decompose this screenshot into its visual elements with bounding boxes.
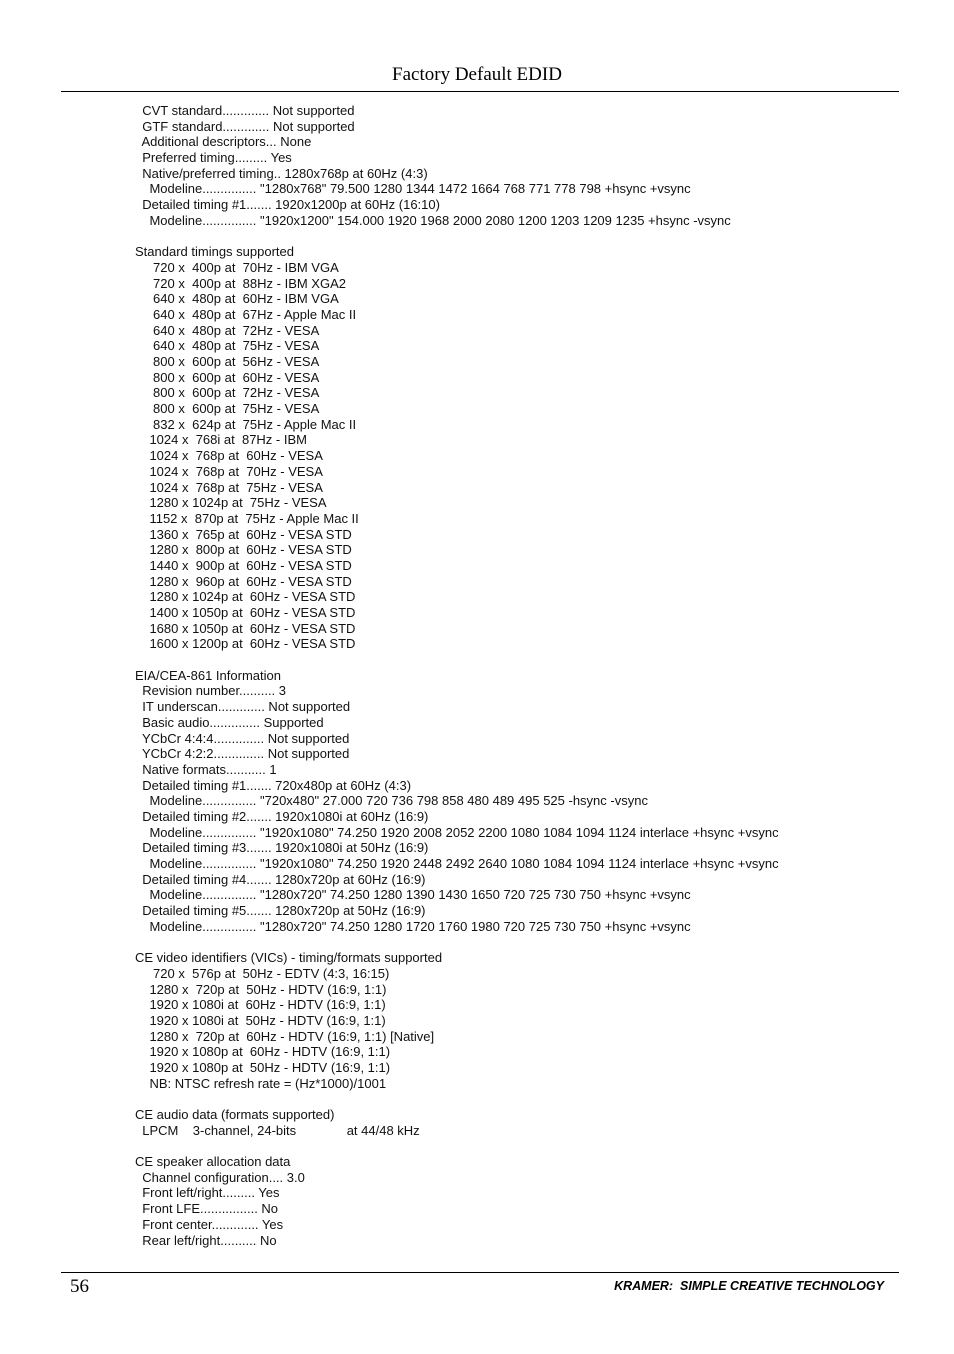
listing-line: Front left/right......... Yes: [135, 1185, 280, 1201]
listing-line: Detailed timing #5....... 1280x720p at 50Hz (16:9): [135, 903, 426, 919]
listing-line: Modeline............... "1280x768" 79.500 1280 1344 1472 1664 768 771 778 798 +hsync +vsync: [135, 181, 691, 197]
listing-line: Detailed timing #3....... 1920x1080i at 50Hz (16:9): [135, 840, 429, 856]
listing-line: 1280 x 960p at 60Hz - VESA STD: [135, 573, 352, 589]
listing-line: Detailed timing #4....... 1280x720p at 60Hz (16:9): [135, 871, 426, 887]
page-header-title: Factory Default EDID: [392, 64, 562, 85]
listing-line: 720 x 400p at 70Hz - IBM VGA: [135, 259, 339, 275]
listing-line: Standard timings supported: [135, 244, 294, 260]
listing-line: 1280 x 800p at 60Hz - VESA STD: [135, 542, 352, 558]
blank-line: [135, 1091, 779, 1107]
footer-brand: KRAMER: SIMPLE CREATIVE TECHNOLOGY: [614, 1279, 884, 1293]
listing-line: Native formats........... 1: [135, 761, 277, 777]
listing-line: 720 x 400p at 88Hz - IBM XGA2: [135, 275, 346, 291]
listing-line: YCbCr 4:2:2.............. Not supported: [135, 746, 350, 762]
listing-line: 1280 x 720p at 60Hz - HDTV (16:9, 1:1) [Native]: [135, 1028, 435, 1044]
listing-line: LPCM 3-channel, 24-bits at 44/48 kHz: [135, 1122, 420, 1138]
page-number: 56: [70, 1276, 89, 1297]
listing-line: 832 x 624p at 75Hz - Apple Mac II: [135, 416, 357, 432]
listing-line: 800 x 600p at 60Hz - VESA: [135, 369, 320, 385]
listing-line: 1920 x 1080i at 60Hz - HDTV (16:9, 1:1): [135, 997, 386, 1013]
listing-line: CE video identifiers (VICs) - timing/formats supported: [135, 950, 443, 966]
listing-line: 1400 x 1050p at 60Hz - VESA STD: [135, 605, 356, 620]
header-divider: [61, 91, 899, 92]
listing-line: 1024 x 768p at 75Hz - VESA: [135, 479, 323, 495]
listing-line: Rear left/right.......... No: [135, 1232, 277, 1248]
listing-line: Modeline............... "1920x1200" 154.000 1920 1968 2000 2080 1200 1203 1209 1235 +hsync -vsync: [135, 212, 731, 228]
listing-line: 720 x 576p at 50Hz - EDTV (4:3, 16:15): [135, 965, 390, 981]
listing-line: 1024 x 768i at 87Hz - IBM: [135, 432, 307, 448]
listing-line: 800 x 600p at 75Hz - VESA: [135, 401, 320, 417]
listing-line: 1920 x 1080p at 50Hz - HDTV (16:9, 1:1): [135, 1059, 391, 1075]
blank-line: [135, 652, 779, 668]
listing-line: Revision number.......... 3: [135, 683, 287, 699]
listing-line: 1440 x 900p at 60Hz - VESA STD: [135, 557, 352, 573]
listing-line: 640 x 480p at 72Hz - VESA: [135, 322, 320, 338]
listing-line: Additional descriptors... None: [135, 134, 312, 150]
blank-line: [135, 934, 779, 950]
listing-line: 1280 x 1024p at 60Hz - VESA STD: [135, 589, 356, 605]
listing-line: EIA/CEA-861 Information: [135, 667, 281, 683]
listing-line: 1152 x 870p at 75Hz - Apple Mac II: [135, 510, 359, 526]
listing-line: Preferred timing......... Yes: [135, 150, 292, 166]
listing-line: Detailed timing #1....... 1920x1200p at 60Hz (16:10): [135, 197, 440, 213]
listing-line: GTF standard............. Not supported: [135, 118, 355, 134]
listing-line: NB: NTSC refresh rate = (Hz*1000)/1001: [135, 1075, 387, 1091]
listing-line: Modeline............... "1920x1080" 74.250 1920 2448 2492 2640 1080 1084 1094 1124 interlace +hsync +vsync: [135, 856, 779, 871]
listing-line: Native/preferred timing.. 1280x768p at 60Hz (4:3): [135, 165, 428, 181]
listing-line: 1920 x 1080i at 50Hz - HDTV (16:9, 1:1): [135, 1012, 386, 1028]
listing-line: 1024 x 768p at 60Hz - VESA: [135, 448, 323, 464]
listing-line: Detailed timing #2....... 1920x1080i at 60Hz (16:9): [135, 808, 429, 824]
listing-line: Basic audio.............. Supported: [135, 714, 324, 730]
listing-line: 640 x 480p at 67Hz - Apple Mac II: [135, 306, 357, 322]
listing-line: CE audio data (formats supported): [135, 1107, 335, 1122]
listing-line: YCbCr 4:4:4.............. Not supported: [135, 730, 350, 746]
listing-line: Front LFE................ No: [135, 1201, 279, 1217]
listing-line: CVT standard............. Not supported: [135, 103, 355, 118]
listing-line: Modeline............... "1920x1080" 74.250 1920 2008 2052 2200 1080 1084 1094 1124 interlace +hsync +vsync: [135, 824, 779, 840]
blank-line: [135, 229, 779, 245]
listing-line: 1280 x 1024p at 75Hz - VESA: [135, 495, 327, 511]
listing-line: 1680 x 1050p at 60Hz - VESA STD: [135, 620, 356, 636]
listing-line: 1280 x 720p at 50Hz - HDTV (16:9, 1:1): [135, 981, 387, 997]
blank-line: [135, 1138, 779, 1154]
edid-listing: [135, 103, 779, 1248]
listing-line: IT underscan............. Not supported: [135, 699, 351, 715]
listing-line: 1920 x 1080p at 60Hz - HDTV (16:9, 1:1): [135, 1044, 391, 1060]
listing-line: CE speaker allocation data: [135, 1154, 291, 1170]
listing-line: 640 x 480p at 60Hz - IBM VGA: [135, 291, 339, 307]
listing-line: Channel configuration.... 3.0: [135, 1169, 305, 1185]
listing-line: 1024 x 768p at 70Hz - VESA: [135, 463, 323, 479]
listing-line: 1360 x 765p at 60Hz - VESA STD: [135, 526, 352, 542]
listing-line: Modeline............... "720x480" 27.000 720 736 798 858 480 489 495 525 -hsync -vsync: [135, 793, 648, 809]
listing-line: Front center............. Yes: [135, 1216, 284, 1232]
listing-line: Detailed timing #1....... 720x480p at 60Hz (4:3): [135, 777, 412, 793]
listing-line: 640 x 480p at 75Hz - VESA: [135, 338, 320, 354]
footer-divider: [61, 1272, 899, 1273]
listing-line: 1600 x 1200p at 60Hz - VESA STD: [135, 636, 356, 652]
listing-line: Modeline............... "1280x720" 74.250 1280 1720 1760 1980 720 725 730 750 +hsync +vsync: [135, 918, 691, 934]
listing-line: 800 x 600p at 56Hz - VESA: [135, 354, 320, 369]
listing-line: Modeline............... "1280x720" 74.250 1280 1390 1430 1650 720 725 730 750 +hsync +vsync: [135, 887, 691, 903]
listing-line: 800 x 600p at 72Hz - VESA: [135, 385, 320, 401]
